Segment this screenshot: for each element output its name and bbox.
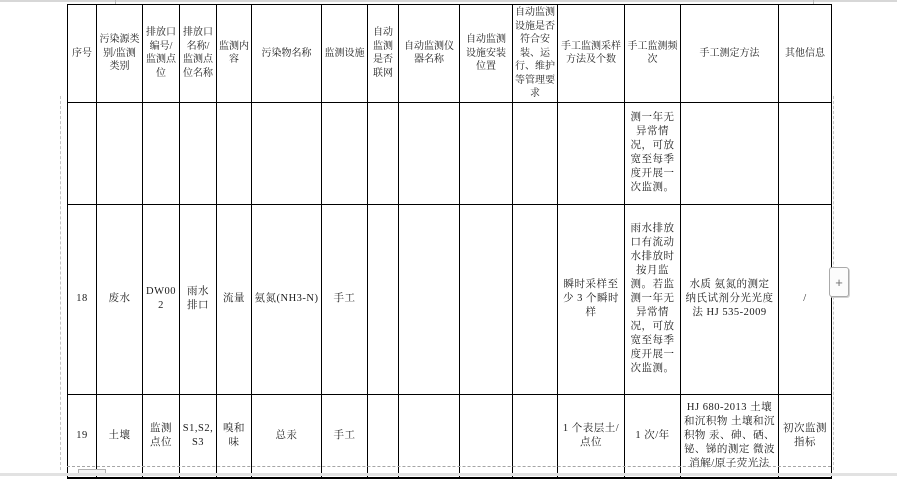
col-header-pollution-source-category: 污染源类别/监测类别 bbox=[97, 5, 143, 103]
cell-pollutant-name[interactable] bbox=[252, 102, 322, 204]
col-header-auto-instrument-name: 自动监测仪器名称 bbox=[399, 5, 460, 103]
cell-auto-compliance[interactable] bbox=[513, 102, 558, 204]
cell-serial-number[interactable]: 19 bbox=[68, 394, 97, 478]
col-header-serial-number: 序号 bbox=[68, 5, 97, 103]
text-boundary-dashed-line-left bbox=[60, 96, 61, 470]
cell-outlet-name[interactable]: 雨水排口 bbox=[180, 204, 217, 394]
col-header-monitoring-content: 监测内容 bbox=[217, 5, 252, 103]
col-header-manual-sampling-method: 手工监测采样方法及个数 bbox=[558, 5, 625, 103]
cell-outlet-number[interactable]: DW002 bbox=[143, 204, 180, 394]
col-header-monitoring-facility: 监测设施 bbox=[322, 5, 368, 103]
cell-monitoring-content[interactable]: 流量 bbox=[217, 204, 252, 394]
cell-pollutant-name[interactable]: 氨氮(NH3-N) bbox=[252, 204, 322, 394]
cell-auto-install-location[interactable] bbox=[460, 204, 513, 394]
cell-source-category[interactable]: 土壤 bbox=[97, 394, 143, 478]
col-header-outlet-number: 排放口编号/监测点位 bbox=[143, 5, 180, 103]
cell-monitoring-facility[interactable] bbox=[322, 102, 368, 204]
cell-manual-sampling-method[interactable]: 1 个表层土/点位 bbox=[558, 394, 625, 478]
cell-auto-instrument-name[interactable] bbox=[399, 204, 460, 394]
table-header-row bbox=[68, 5, 832, 103]
cell-auto-compliance[interactable] bbox=[513, 204, 558, 394]
insert-row-button[interactable]: + bbox=[829, 267, 849, 297]
cell-outlet-name[interactable]: S1,S2,S3 bbox=[180, 394, 217, 478]
cell-monitoring-content[interactable] bbox=[217, 102, 252, 204]
cell-other-info[interactable]: / bbox=[779, 204, 832, 394]
cell-manual-determination-method[interactable]: 水质 氨氮的测定 纳氏试剂分光光度法 HJ 535-2009 bbox=[681, 204, 779, 394]
cell-auto-networked[interactable] bbox=[368, 102, 399, 204]
cell-outlet-name[interactable] bbox=[180, 102, 217, 204]
cell-outlet-number[interactable]: 监测点位 bbox=[143, 394, 180, 478]
cell-source-category[interactable]: 废水 bbox=[97, 204, 143, 394]
col-header-auto-compliance: 自动监测设施是否符合安装、运行、维护等管理要求 bbox=[513, 5, 558, 103]
cell-other-info[interactable]: 初次监测指标 bbox=[779, 394, 832, 478]
cell-manual-determination-method[interactable] bbox=[681, 102, 779, 204]
cell-pollutant-name[interactable]: 总汞 bbox=[252, 394, 322, 478]
page-break-dashed-line bbox=[67, 466, 831, 467]
cell-source-category[interactable] bbox=[97, 102, 143, 204]
cell-serial-number[interactable] bbox=[68, 102, 97, 204]
table-row-18 bbox=[68, 204, 832, 394]
col-header-outlet-name: 排放口名称/监测点位名称 bbox=[180, 5, 217, 103]
cell-auto-networked[interactable] bbox=[368, 204, 399, 394]
cell-manual-frequency[interactable]: 测一年无异常情况，可放宽至每季度开展一次监测。 bbox=[625, 102, 681, 204]
col-header-auto-networked: 自动监测是否联网 bbox=[368, 5, 399, 103]
cell-manual-sampling-method[interactable]: 瞬时采样至少 3 个瞬时样 bbox=[558, 204, 625, 394]
col-header-auto-install-location: 自动监测设施安装位置 bbox=[460, 5, 513, 103]
cell-monitoring-facility[interactable]: 手工 bbox=[322, 204, 368, 394]
monitoring-table bbox=[67, 4, 832, 479]
cell-manual-sampling-method[interactable] bbox=[558, 102, 625, 204]
cell-manual-frequency[interactable]: 雨水排放口有流动水排放时按月监测。若监测一年无异常情况，可放宽至每季度开展一次监测。 bbox=[625, 204, 681, 394]
cell-manual-frequency[interactable]: 1 次/年 bbox=[625, 394, 681, 478]
cell-manual-determination-method[interactable]: HJ 680-2013 土壤和沉积物 土壤和沉积物 汞、砷、硒、铋、锑的测定 微波消解/原子荧光法 bbox=[681, 394, 779, 478]
col-header-manual-frequency: 手工监测频次 bbox=[625, 5, 681, 103]
cell-outlet-number[interactable] bbox=[143, 102, 180, 204]
page-top-divider bbox=[0, 0, 897, 2]
col-header-other-info: 其他信息 bbox=[779, 5, 832, 103]
cell-monitoring-content[interactable]: 嗅和味 bbox=[217, 394, 252, 478]
cell-auto-install-location[interactable] bbox=[460, 102, 513, 204]
table-row-continuation bbox=[68, 102, 832, 204]
col-header-manual-determination-method: 手工测定方法 bbox=[681, 5, 779, 103]
cell-monitoring-facility[interactable]: 手工 bbox=[322, 394, 368, 478]
col-header-pollutant-name: 污染物名称 bbox=[252, 5, 322, 103]
cell-serial-number[interactable]: 18 bbox=[68, 204, 97, 394]
window-bottom-edge bbox=[0, 473, 897, 476]
cell-auto-instrument-name[interactable] bbox=[399, 102, 460, 204]
cell-other-info[interactable] bbox=[779, 102, 832, 204]
